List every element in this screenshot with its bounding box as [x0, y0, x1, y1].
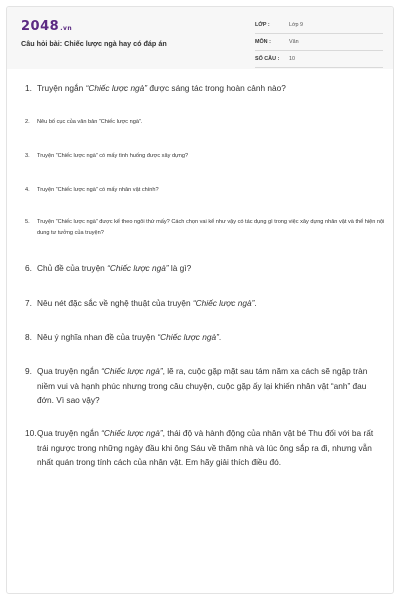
- question-8: [21, 330, 385, 345]
- question-text: Qua truyện ngắn “Chiếc lược ngà”, lẽ ra, cuộc gặp mặt sau tám năm xa cách sẽ ngập tràn niềm vui và hạnh phúc nhưng trong câu chuyện, cuộc gặp ấy lại khiến nhân vật “anh” đau đớn. Vì sao vậy?: [37, 366, 368, 405]
- question-text: Nêu bố cục của văn bản “Chiếc lược ngà”.: [37, 119, 143, 125]
- question-2: [21, 117, 385, 128]
- site-logo[interactable]: [21, 19, 72, 34]
- meta-label-count: SỐ CÂU :: [255, 56, 280, 62]
- question-number: 5.: [25, 219, 30, 225]
- meta-label-grade: LỚP :: [255, 22, 270, 28]
- question-text: Truyện “Chiếc lược ngà” có mấy nhân vật chính?: [37, 187, 159, 193]
- worksheet-page: [6, 6, 394, 594]
- question-number: 6.: [25, 263, 32, 273]
- meta-row-count: [255, 51, 383, 68]
- question-text: Nêu ý nghĩa nhan đề của truyện “Chiếc lược ngà”.: [37, 332, 222, 342]
- question-6: [21, 261, 385, 276]
- question-text: Truyện “Chiếc lược ngà” có mấy tình huống được xây dựng?: [37, 153, 189, 159]
- question-number: 1.: [25, 83, 32, 93]
- question-text: Chủ đề của truyện “Chiếc lược ngà” là gì?: [37, 263, 192, 273]
- meta-value-grade: Lớp 9: [289, 22, 304, 28]
- meta-row-grade: [255, 17, 383, 34]
- question-7: [21, 296, 385, 311]
- meta-value-subject: Văn: [289, 39, 299, 45]
- logo-main: 2048: [21, 19, 60, 34]
- meta-info: [255, 17, 383, 68]
- question-number: 7.: [25, 298, 32, 308]
- question-number: 3.: [25, 153, 30, 159]
- question-3: [21, 151, 385, 162]
- question-1: [21, 81, 385, 96]
- question-number: 2.: [25, 119, 30, 125]
- meta-label-subject: MÔN :: [255, 39, 271, 45]
- document-title: Câu hỏi bài: Chiếc lược ngà hay có đáp án: [21, 39, 167, 48]
- question-text: Qua truyện ngắn “Chiếc lược ngà”, thái độ và hành động của nhân vật bé Thu đối với ba rất trái ngược trong những ngày đầu khi ông Sáu về thăm nhà và lúc ông sắp ra đi, nhưng vẫn nhất quán trong tính cách của nhân vật. Em hãy giải thích điều đó.: [37, 428, 374, 467]
- question-number: 10.: [25, 428, 37, 438]
- meta-row-subject: [255, 34, 383, 51]
- question-text: Truyện ngắn “Chiếc lược ngà” được sáng tác trong hoàn cảnh nào?: [37, 83, 286, 93]
- question-text: Nêu nét đặc sắc về nghệ thuật của truyện “Chiếc lược ngà”.: [37, 298, 257, 308]
- question-number: 4.: [25, 187, 30, 193]
- worksheet-header: [7, 7, 393, 69]
- question-text: Truyện “Chiếc lược ngà” được kể theo ngôi thứ mấy? Cách chọn vai kể như vậy có tác dụng gì trong việc xây dựng nhân vật và thể hiện nội dung tư tưởng của truyện?: [37, 219, 385, 236]
- question-10: [21, 426, 385, 470]
- meta-value-count: 10: [289, 56, 295, 62]
- question-4: [21, 185, 385, 196]
- question-number: 8.: [25, 332, 32, 342]
- question-number: 9.: [25, 366, 32, 376]
- question-5: [21, 217, 385, 239]
- question-9: [21, 364, 385, 408]
- logo-domain: .vn: [60, 25, 73, 32]
